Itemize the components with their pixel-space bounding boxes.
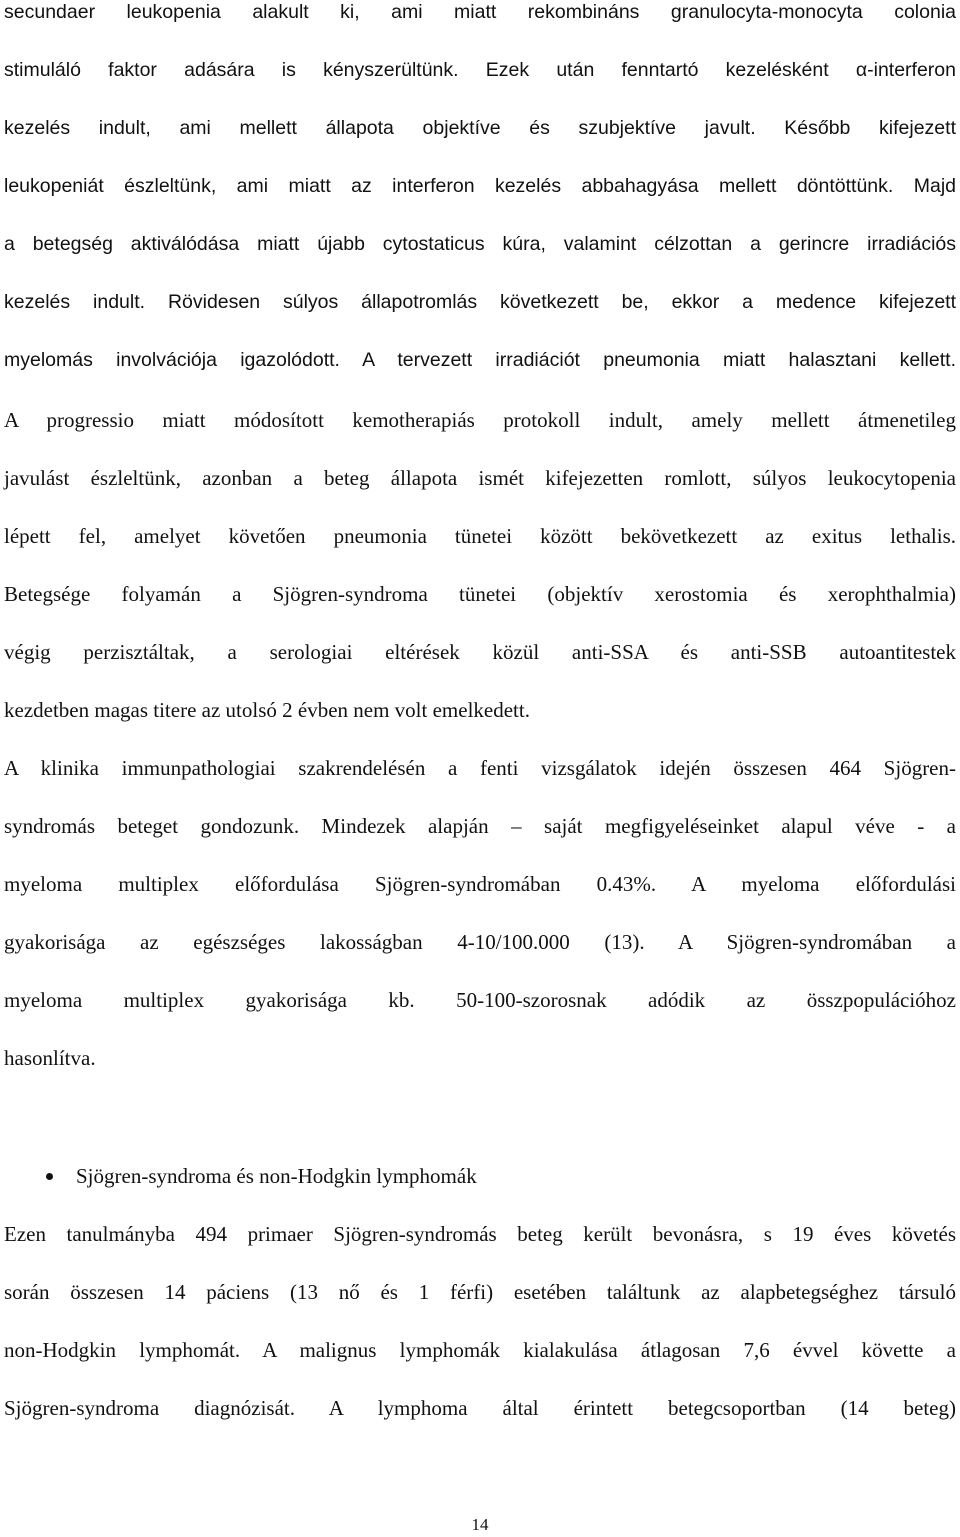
text-line: lépett fel, amelyet követően pneumonia tünetei között bekövetkezett az exitus lethalis. <box>4 524 956 548</box>
bullet-icon <box>46 1173 53 1180</box>
text-line: során összesen 14 páciens (13 nő és 1 férfi) esetében találtunk az alapbetegséghez társuló <box>4 1280 956 1304</box>
text-line: A klinika immunpathologiai szakrendelésén a fenti vizsgálatok idején összesen 464 Sjögren- <box>4 756 956 780</box>
text-line: stimuláló faktor adására is kényszerültünk. Ezek után fenntartó kezelésként α-interferon <box>4 59 956 81</box>
text-line: a betegség aktiválódása miatt újabb cytostaticus kúra, valamint célzottan a gerincre irradiációs <box>4 233 956 255</box>
text-line: kezelés indult, ami mellett állapota objektíve és szubjektíve javult. Később kifejezett <box>4 117 956 139</box>
text-line: végig perzisztáltak, a serologiai eltérések közül anti-SSA és anti-SSB autoantitestek <box>4 640 956 664</box>
text-line: secundaer leukopenia alakult ki, ami miatt rekombináns granulocyta-monocyta colonia <box>4 1 956 23</box>
text-line: myelomás involvációja igazolódott. A tervezett irradiációt pneumonia miatt halasztani kellett. <box>4 349 956 371</box>
text-line: A progressio miatt módosított kemotherapiás protokoll indult, amely mellett átmenetileg <box>4 408 956 432</box>
text-line: hasonlítva. <box>4 1046 96 1070</box>
text-line: kezdetben magas titere az utolsó 2 évben nem volt emelkedett. <box>4 698 530 722</box>
text-line: gyakorisága az egészséges lakosságban 4-10/100.000 (13). A Sjögren-syndromában a <box>4 930 956 954</box>
text-line: Sjögren-syndroma diagnózisát. A lymphoma által érintett betegcsoportban (14 beteg) <box>4 1396 956 1420</box>
text-line: leukopeniát észleltünk, ami miatt az interferon kezelés abbahagyása mellett döntöttünk. Majd <box>4 175 956 197</box>
text-line: Ezen tanulmányba 494 primaer Sjögren-syndromás beteg került bevonásra, s 19 éves követés <box>4 1222 956 1246</box>
text-line: kezelés indult. Rövidesen súlyos állapotromlás következett be, ekkor a medence kifejezett <box>4 291 956 313</box>
text-line: non-Hodgkin lymphomát. A malignus lymphomák kialakulása átlagosan 7,6 évvel követte a <box>4 1338 956 1362</box>
section-heading-text: Sjögren-syndroma és non-Hodgkin lymphomák <box>76 1164 477 1188</box>
text-line: Betegsége folyamán a Sjögren-syndroma tünetei (objektív xerostomia és xerophthalmia) <box>4 582 956 606</box>
text-line: myeloma multiplex gyakorisága kb. 50-100-szorosnak adódik az összpopulációhoz <box>4 988 956 1012</box>
text-line: javulást észleltünk, azonban a beteg állapota ismét kifejezetten romlott, súlyos leukocytopenia <box>4 466 956 490</box>
page-number: 14 <box>471 1515 489 1534</box>
text-line: syndromás beteget gondozunk. Mindezek alapján – saját megfigyeléseinket alapul véve - a <box>4 814 956 838</box>
text-line: myeloma multiplex előfordulása Sjögren-syndromában 0.43%. A myeloma előfordulási <box>4 872 956 896</box>
